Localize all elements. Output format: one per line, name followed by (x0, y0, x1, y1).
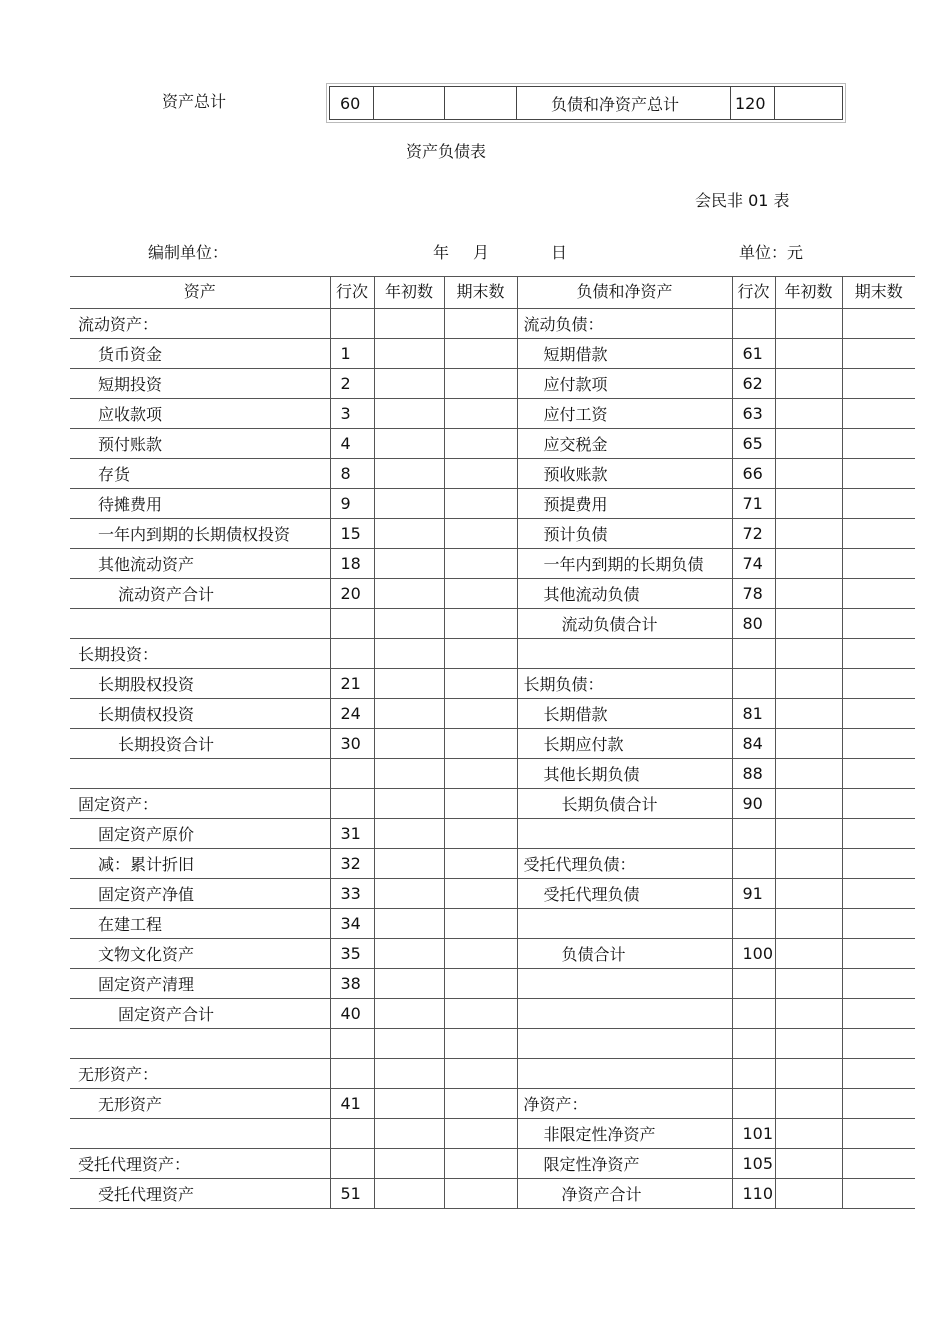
liability-item: 负债合计 (517, 939, 732, 969)
liability-end (842, 1089, 915, 1119)
liability-begin (775, 1179, 842, 1209)
asset-item: 无形资产： (70, 1059, 330, 1089)
table-row (70, 489, 915, 519)
asset-row-no: 21 (330, 669, 374, 699)
liability-end (842, 939, 915, 969)
asset-end (444, 429, 517, 459)
table-row (70, 759, 915, 789)
table-row (70, 639, 915, 669)
table-row (70, 459, 915, 489)
liability-item: 预计负债 (517, 519, 732, 549)
asset-row-no: 51 (330, 1179, 374, 1209)
table-row (70, 399, 915, 429)
liability-row-no (732, 909, 775, 939)
liability-row-no: 65 (732, 429, 775, 459)
liability-begin (775, 999, 842, 1029)
form-code: 会民非 01 表 (695, 191, 790, 210)
liability-begin (775, 1029, 842, 1059)
liability-begin (775, 729, 842, 759)
asset-item: 长期投资合计 (70, 729, 330, 759)
liability-end (842, 429, 915, 459)
liability-begin (775, 639, 842, 669)
asset-begin (374, 429, 444, 459)
asset-item: 短期投资 (70, 369, 330, 399)
liability-begin (775, 669, 842, 699)
header-begin: 年初数 (374, 277, 444, 309)
header-liabilities: 负债和净资产 (517, 277, 732, 309)
asset-row-no: 32 (330, 849, 374, 879)
asset-row-no (330, 759, 374, 789)
asset-row-no (330, 1119, 374, 1149)
asset-end (444, 759, 517, 789)
asset-end (444, 819, 517, 849)
asset-item: 长期债权投资 (70, 699, 330, 729)
liability-item: 预提费用 (517, 489, 732, 519)
asset-item: 预付账款 (70, 429, 330, 459)
asset-row-no: 40 (330, 999, 374, 1029)
asset-begin (374, 489, 444, 519)
table-row (70, 579, 915, 609)
liability-item: 短期借款 (517, 339, 732, 369)
asset-row-no: 30 (330, 729, 374, 759)
asset-end (444, 489, 517, 519)
header-end: 期末数 (444, 277, 517, 309)
liability-row-no (732, 309, 775, 339)
liability-begin (775, 519, 842, 549)
asset-end (444, 1119, 517, 1149)
asset-item: 受托代理资产： (70, 1149, 330, 1179)
asset-end (444, 1029, 517, 1059)
asset-begin (374, 1119, 444, 1149)
header-end-2: 期末数 (842, 277, 915, 309)
liability-row-no (732, 849, 775, 879)
table-row (70, 609, 915, 639)
asset-row-no: 33 (330, 879, 374, 909)
liability-end (842, 519, 915, 549)
asset-item: 应收款项 (70, 399, 330, 429)
asset-item: 待摊费用 (70, 489, 330, 519)
liability-begin (775, 369, 842, 399)
asset-end (444, 849, 517, 879)
liability-item: 限定性净资产 (517, 1149, 732, 1179)
asset-end (444, 369, 517, 399)
asset-item: 固定资产： (70, 789, 330, 819)
liability-end (842, 549, 915, 579)
liability-end (842, 819, 915, 849)
asset-row-no: 9 (330, 489, 374, 519)
asset-begin (374, 1149, 444, 1179)
table-row (70, 969, 915, 999)
liability-row-no: 81 (732, 699, 775, 729)
liability-row-no (732, 969, 775, 999)
asset-begin (374, 309, 444, 339)
asset-row-no (330, 1029, 374, 1059)
liability-row-no (732, 639, 775, 669)
liability-begin (775, 579, 842, 609)
asset-item: 固定资产原价 (70, 819, 330, 849)
table-header-row (70, 277, 915, 309)
asset-end (444, 579, 517, 609)
liability-end (842, 1119, 915, 1149)
asset-item: 减：累计折旧 (70, 849, 330, 879)
asset-begin (374, 399, 444, 429)
liability-row-no: 62 (732, 369, 775, 399)
asset-item: 固定资产清理 (70, 969, 330, 999)
asset-item: 在建工程 (70, 909, 330, 939)
liability-item: 长期负债： (517, 669, 732, 699)
asset-begin (374, 1029, 444, 1059)
liability-row-no: 110 (732, 1179, 775, 1209)
liability-end (842, 309, 915, 339)
asset-item: 其他流动资产 (70, 549, 330, 579)
header-row-no-2: 行次 (732, 277, 775, 309)
asset-item: 存货 (70, 459, 330, 489)
table-row (70, 1179, 915, 1209)
table-row (70, 1149, 915, 1179)
asset-end (444, 1089, 517, 1119)
liability-item (517, 1029, 732, 1059)
asset-row-no (330, 1149, 374, 1179)
asset-row-no: 3 (330, 399, 374, 429)
liab-total-label: 负债和净资产总计 (517, 87, 731, 120)
liability-begin (775, 1089, 842, 1119)
liability-end (842, 909, 915, 939)
liability-end (842, 789, 915, 819)
asset-item (70, 609, 330, 639)
liability-begin (775, 339, 842, 369)
table-row (70, 999, 915, 1029)
liability-end (842, 1029, 915, 1059)
liability-item: 一年内到期的长期负债 (517, 549, 732, 579)
liab-total-row-no: 120 (731, 87, 775, 120)
asset-begin (374, 759, 444, 789)
liability-row-no: 105 (732, 1149, 775, 1179)
asset-begin (374, 369, 444, 399)
asset-item (70, 759, 330, 789)
table-row (70, 1059, 915, 1089)
asset-begin (374, 639, 444, 669)
table-row (70, 909, 915, 939)
liability-end (842, 849, 915, 879)
asset-end (444, 549, 517, 579)
liability-item: 应交税金 (517, 429, 732, 459)
liability-item: 长期借款 (517, 699, 732, 729)
asset-item: 无形资产 (70, 1089, 330, 1119)
asset-begin (374, 849, 444, 879)
asset-row-no (330, 639, 374, 669)
asset-end (444, 609, 517, 639)
asset-end (444, 639, 517, 669)
table-row (70, 729, 915, 759)
liability-end (842, 669, 915, 699)
liability-item: 长期负债合计 (517, 789, 732, 819)
liability-row-no: 61 (732, 339, 775, 369)
asset-row-no: 4 (330, 429, 374, 459)
asset-item: 一年内到期的长期债权投资 (70, 519, 330, 549)
asset-row-no: 2 (330, 369, 374, 399)
liability-end (842, 1059, 915, 1089)
liability-begin (775, 309, 842, 339)
liability-end (842, 579, 915, 609)
liability-end (842, 609, 915, 639)
liability-item: 流动负债合计 (517, 609, 732, 639)
totals-row-table (329, 86, 843, 120)
liability-end (842, 969, 915, 999)
liability-row-no (732, 669, 775, 699)
liability-begin (775, 399, 842, 429)
asset-begin (374, 579, 444, 609)
liability-end (842, 759, 915, 789)
asset-begin (374, 699, 444, 729)
liability-item (517, 819, 732, 849)
liability-item: 受托代理负债 (517, 879, 732, 909)
page-title: 资产负债表 (406, 142, 487, 161)
month-label: 月 (473, 243, 490, 262)
liability-item: 应付工资 (517, 399, 732, 429)
liability-item (517, 639, 732, 669)
liability-begin (775, 429, 842, 459)
liability-end (842, 339, 915, 369)
assets-total-end (445, 87, 517, 120)
liability-begin (775, 459, 842, 489)
table-row (70, 789, 915, 819)
table-row (70, 819, 915, 849)
liability-begin (775, 1149, 842, 1179)
liability-item (517, 999, 732, 1029)
asset-row-no (330, 309, 374, 339)
asset-item: 长期投资： (70, 639, 330, 669)
asset-row-no: 20 (330, 579, 374, 609)
table-row (70, 849, 915, 879)
liability-end (842, 1149, 915, 1179)
asset-item: 长期股权投资 (70, 669, 330, 699)
asset-begin (374, 969, 444, 999)
asset-end (444, 339, 517, 369)
asset-begin (374, 549, 444, 579)
liability-item (517, 969, 732, 999)
asset-end (444, 399, 517, 429)
liability-row-no: 88 (732, 759, 775, 789)
liability-item: 长期应付款 (517, 729, 732, 759)
asset-begin (374, 729, 444, 759)
asset-end (444, 879, 517, 909)
liability-row-no: 74 (732, 549, 775, 579)
asset-begin (374, 909, 444, 939)
asset-item (70, 1119, 330, 1149)
liability-begin (775, 849, 842, 879)
liability-row-no: 84 (732, 729, 775, 759)
liability-end (842, 699, 915, 729)
liability-begin (775, 699, 842, 729)
liability-item: 其他流动负债 (517, 579, 732, 609)
table-row (70, 1089, 915, 1119)
liability-item: 净资产： (517, 1089, 732, 1119)
asset-row-no: 38 (330, 969, 374, 999)
table-row (70, 429, 915, 459)
asset-item: 流动资产： (70, 309, 330, 339)
assets-total-label: 资产总计 (162, 92, 227, 111)
header-row-no: 行次 (330, 277, 374, 309)
liability-begin (775, 969, 842, 999)
asset-row-no: 1 (330, 339, 374, 369)
asset-end (444, 669, 517, 699)
liability-end (842, 459, 915, 489)
liability-end (842, 729, 915, 759)
currency-label: 单位：元 (739, 243, 804, 262)
asset-end (444, 909, 517, 939)
year-label: 年 (433, 243, 450, 262)
liability-begin (775, 939, 842, 969)
asset-row-no: 34 (330, 909, 374, 939)
liability-begin (775, 1059, 842, 1089)
asset-end (444, 789, 517, 819)
liability-end (842, 999, 915, 1029)
balance-sheet-table (70, 276, 915, 1209)
liability-item: 应付款项 (517, 369, 732, 399)
asset-begin (374, 339, 444, 369)
liability-begin (775, 489, 842, 519)
asset-begin (374, 609, 444, 639)
asset-item: 流动资产合计 (70, 579, 330, 609)
asset-end (444, 939, 517, 969)
asset-end (444, 459, 517, 489)
liability-end (842, 489, 915, 519)
liability-end (842, 1179, 915, 1209)
table-row (70, 309, 915, 339)
asset-begin (374, 789, 444, 819)
liability-item (517, 1059, 732, 1089)
asset-item: 固定资产净值 (70, 879, 330, 909)
assets-total-row-no: 60 (330, 87, 374, 120)
asset-row-no: 8 (330, 459, 374, 489)
liability-end (842, 399, 915, 429)
liability-row-no: 72 (732, 519, 775, 549)
table-row (70, 1029, 915, 1059)
liability-row-no: 63 (732, 399, 775, 429)
liab-total-begin (775, 87, 843, 120)
asset-begin (374, 669, 444, 699)
asset-end (444, 699, 517, 729)
asset-item (70, 1029, 330, 1059)
liability-item: 预收账款 (517, 459, 732, 489)
header-assets: 资产 (70, 277, 330, 309)
header-begin-2: 年初数 (775, 277, 842, 309)
liability-row-no: 91 (732, 879, 775, 909)
liability-row-no: 78 (732, 579, 775, 609)
liability-begin (775, 549, 842, 579)
table-row (70, 669, 915, 699)
liability-row-no: 101 (732, 1119, 775, 1149)
liability-row-no: 90 (732, 789, 775, 819)
assets-total-begin (374, 87, 445, 120)
asset-begin (374, 1059, 444, 1089)
table-row (70, 339, 915, 369)
liability-end (842, 369, 915, 399)
liability-row-no (732, 1089, 775, 1119)
liability-begin (775, 759, 842, 789)
asset-begin (374, 1089, 444, 1119)
liability-item (517, 909, 732, 939)
asset-item: 货币资金 (70, 339, 330, 369)
liability-row-no (732, 819, 775, 849)
liability-begin (775, 609, 842, 639)
liability-row-no (732, 999, 775, 1029)
table-row (70, 1119, 915, 1149)
unit-label: 编制单位： (148, 243, 229, 262)
day-label: 日 (551, 243, 568, 262)
asset-begin (374, 1179, 444, 1209)
liability-item: 非限定性净资产 (517, 1119, 732, 1149)
liability-row-no: 100 (732, 939, 775, 969)
liability-item: 流动负债： (517, 309, 732, 339)
liability-item: 净资产合计 (517, 1179, 732, 1209)
asset-row-no: 41 (330, 1089, 374, 1119)
liability-begin (775, 909, 842, 939)
asset-row-no: 15 (330, 519, 374, 549)
table-row (70, 519, 915, 549)
asset-begin (374, 879, 444, 909)
liability-row-no: 71 (732, 489, 775, 519)
table-row (70, 369, 915, 399)
table-row (70, 939, 915, 969)
asset-end (444, 519, 517, 549)
asset-begin (374, 459, 444, 489)
asset-end (444, 1149, 517, 1179)
liability-row-no (732, 1029, 775, 1059)
liability-begin (775, 1119, 842, 1149)
asset-end (444, 1059, 517, 1089)
asset-end (444, 309, 517, 339)
asset-end (444, 969, 517, 999)
asset-end (444, 729, 517, 759)
asset-row-no (330, 789, 374, 819)
asset-row-no: 18 (330, 549, 374, 579)
table-row (70, 699, 915, 729)
liability-begin (775, 789, 842, 819)
asset-begin (374, 519, 444, 549)
asset-begin (374, 819, 444, 849)
liability-end (842, 879, 915, 909)
asset-row-no: 35 (330, 939, 374, 969)
asset-begin (374, 999, 444, 1029)
asset-row-no (330, 1059, 374, 1089)
asset-row-no (330, 609, 374, 639)
asset-row-no: 31 (330, 819, 374, 849)
liability-begin (775, 879, 842, 909)
asset-end (444, 1179, 517, 1209)
table-row (70, 549, 915, 579)
asset-row-no: 24 (330, 699, 374, 729)
asset-begin (374, 939, 444, 969)
liability-row-no (732, 1059, 775, 1089)
liability-begin (775, 819, 842, 849)
liability-item: 其他长期负债 (517, 759, 732, 789)
asset-item: 文物文化资产 (70, 939, 330, 969)
asset-item: 受托代理资产 (70, 1179, 330, 1209)
liability-row-no: 80 (732, 609, 775, 639)
table-row (70, 879, 915, 909)
liability-item: 受托代理负债： (517, 849, 732, 879)
liability-row-no: 66 (732, 459, 775, 489)
liability-end (842, 639, 915, 669)
asset-end (444, 999, 517, 1029)
asset-item: 固定资产合计 (70, 999, 330, 1029)
